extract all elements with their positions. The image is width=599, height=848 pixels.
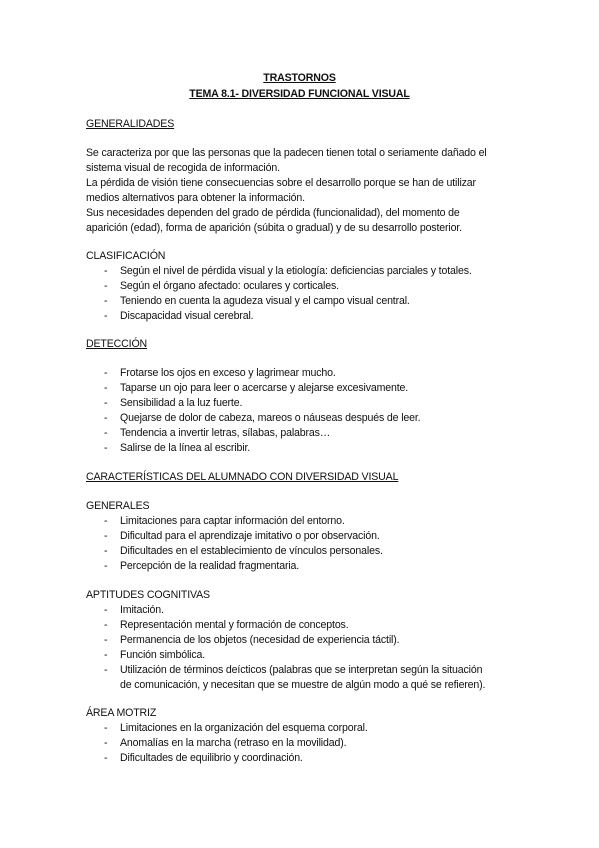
clasificacion-list: [86, 264, 516, 324]
section-heading-generalidades: GENERALIDADES: [86, 118, 175, 130]
list-item: - Dificultad para el aprendizaje imitativo o por observación.: [86, 529, 516, 544]
section-heading-clasificacion: CLASIFICACIÓN: [86, 250, 166, 262]
subsection-heading-aptitudes: APTITUDES COGNITIVAS: [86, 589, 210, 601]
list-item: - Dificultades de equilibrio y coordinación.: [86, 751, 516, 766]
paragraph-line: aparición (edad), forma de aparición (súbita o gradual) y de su desarrollo posterior.: [86, 222, 462, 234]
list-item: - Tendencia a invertir letras, sílabas, palabras…: [86, 426, 516, 441]
section-heading-deteccion: DETECCIÓN: [86, 338, 148, 350]
list-item: - Quejarse de dolor de cabeza, mareos o náuseas después de leer.: [86, 411, 516, 426]
document-title: TRASTORNOS: [263, 72, 336, 84]
generalidades-paragraph: [86, 146, 514, 236]
list-item: - Limitaciones para captar información del entorno.: [86, 514, 516, 529]
motriz-list: [86, 721, 516, 766]
list-item: - Según el nivel de pérdida visual y la etiología: deficiencias parciales y totales.: [86, 264, 516, 279]
paragraph-line: Se caracteriza por que las personas que la padecen tienen total o seriamente dañado el: [86, 147, 487, 159]
list-item: - Función simbólica.: [86, 648, 516, 663]
list-item: - Representación mental y formación de conceptos.: [86, 618, 516, 633]
list-item: - Imitación.: [86, 603, 516, 618]
list-item: - Taparse un ojo para leer o acercarse y alejarse excesivamente.: [86, 381, 516, 396]
section-heading-caracteristicas: CARACTERÍSTICAS DEL ALUMNADO CON DIVERSIDAD VISUAL: [86, 471, 399, 483]
list-item: - Anomalías en la marcha (retraso en la movilidad).: [86, 736, 516, 751]
aptitudes-list: [86, 603, 516, 693]
list-item: - Percepción de la realidad fragmentaria.: [86, 559, 516, 574]
paragraph-line: sistema visual de recogida de información.: [86, 162, 280, 174]
subsection-heading-motriz: ÁREA MOTRIZ: [86, 707, 157, 719]
list-item: - Utilización de términos deícticos (palabras que se interpretan según la situación: [86, 663, 516, 678]
paragraph-line: La pérdida de visión tiene consecuencias sobre el desarrollo porque se han de utilizar: [86, 177, 476, 189]
topic-title: TEMA 8.1- DIVERSIDAD FUNCIONAL VISUAL: [189, 88, 410, 100]
deteccion-list: [86, 366, 516, 456]
paragraph-line: Sus necesidades dependen del grado de pérdida (funcionalidad), del momento de: [86, 207, 460, 219]
list-item: - Sensibilidad a la luz fuerte.: [86, 396, 516, 411]
paragraph-line: medios alternativos para obtener la información.: [86, 192, 305, 204]
list-item: - Limitaciones en la organización del esquema corporal.: [86, 721, 516, 736]
generales-list: [86, 514, 516, 574]
list-item: - Según el órgano afectado: oculares y corticales.: [86, 279, 516, 294]
list-item: - Discapacidad visual cerebral.: [86, 309, 516, 324]
list-item: - Dificultades en el establecimiento de vínculos personales.: [86, 544, 516, 559]
list-item-continuation: de comunicación, y necesitan que se muestre de algún modo a qué se refieren).: [120, 679, 486, 691]
list-item: - Teniendo en cuenta la agudeza visual y el campo visual central.: [86, 294, 516, 309]
list-item: - Frotarse los ojos en exceso y lagrimear mucho.: [86, 366, 516, 381]
list-item: - Salirse de la línea al escribir.: [86, 441, 516, 456]
list-item: - Permanencia de los objetos (necesidad de experiencia táctil).: [86, 633, 516, 648]
subsection-heading-generales: GENERALES: [86, 500, 150, 512]
